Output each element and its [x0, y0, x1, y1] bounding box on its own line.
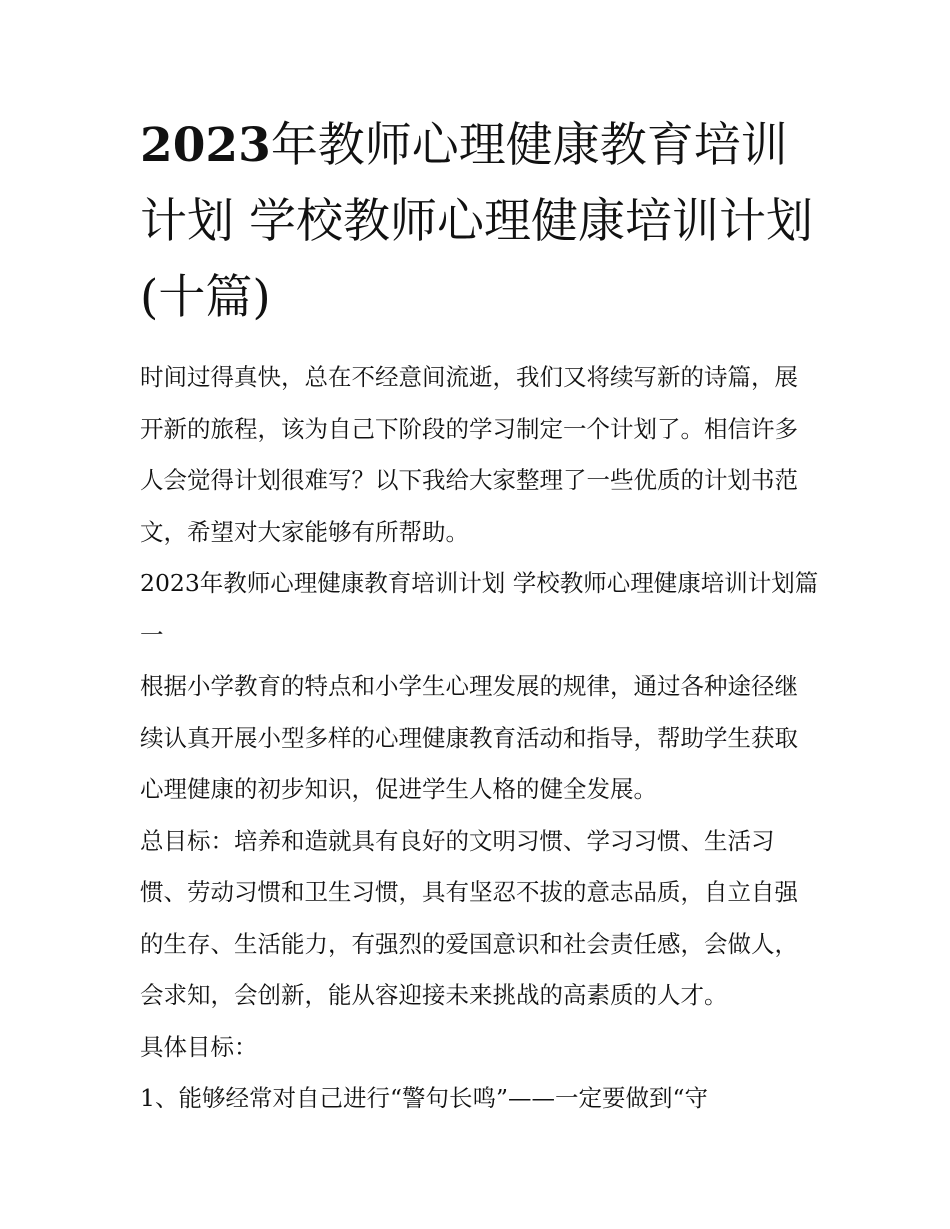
list-item-1: 1、能够经常对自己进行“警句长鸣”——一定要做到“守 [140, 1084, 708, 1112]
document-body [140, 352, 820, 1125]
overall-goal-paragraph: 总目标：培养和造就具有良好的文明习惯、学习习惯、生活习惯、劳动习惯和卫生习惯，具有坚忍不拔的意志品质，自立自强的生存、生活能力，有强烈的爱国意识和社会责任感，会做人，会求知，会创新，能从容迎接未来挑战的高素质的人才。 [140, 826, 798, 1009]
intro-paragraph: 时间过得真快，总在不经意间流逝，我们又将续写新的诗篇，展开新的旅程，该为自己下阶段的学习制定一个计划了。相信许多人会觉得计划很难写？以下我给大家整理了一些优质的计划书范文，希望对大家能够有所帮助。 [140, 363, 798, 546]
title-year: 2023 [140, 118, 271, 173]
specific-goals-label: 具体目标： [140, 1032, 258, 1061]
document-title [140, 108, 820, 336]
title-text: 年教师心理健康教育培训计划 学校教师心理健康培训计划(十篇) [140, 118, 813, 325]
body-paragraph: 根据小学教育的特点和小学生心理发展的规律，通过各种途径继续认真开展小型多样的心理健康教育活动和指导，帮助学生获取心理健康的初步知识，促进学生人格的健全发展。 [140, 672, 798, 803]
section-heading: 2023年教师心理健康教育培训计划 学校教师心理健康培训计划篇一 [140, 569, 819, 649]
